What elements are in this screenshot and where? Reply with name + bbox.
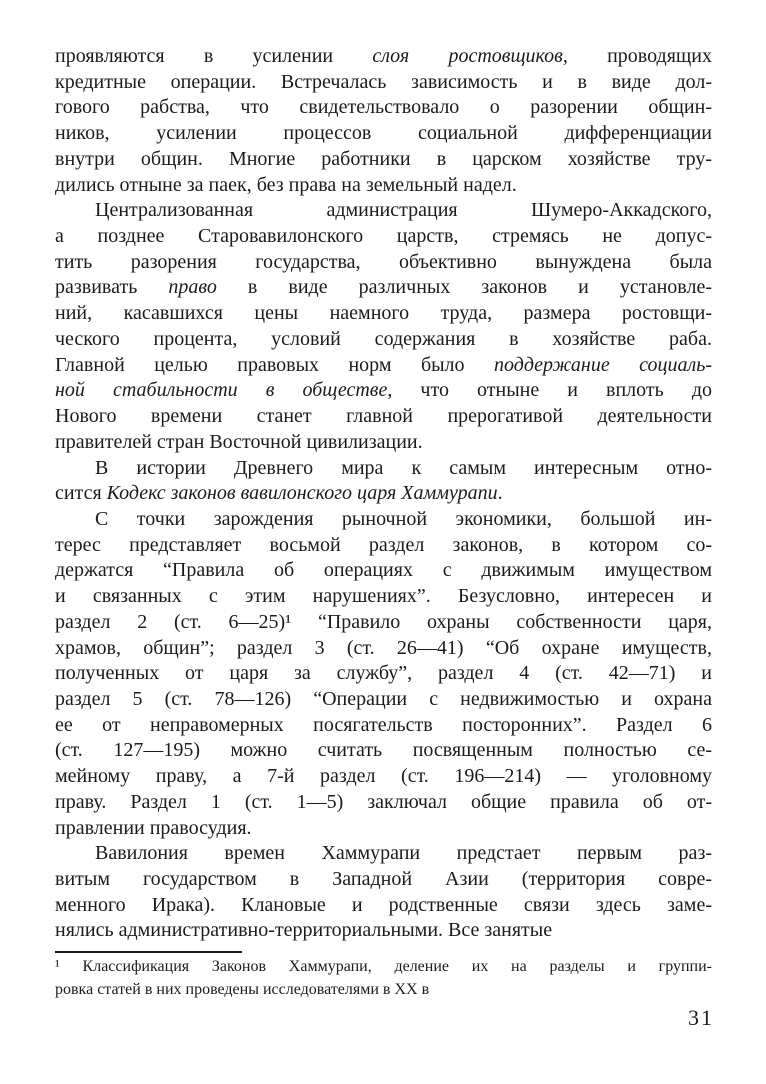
text-line: В истории Древнего мира к самым интересным отно- (95, 456, 712, 479)
footnote-rule (55, 951, 242, 953)
text-line: раздел 2 (ст. 6—25)¹ “Правило охраны собственности царя, (55, 610, 712, 633)
text-line: мейному праву, а 7-й раздел (ст. 196—214) — уголовному (55, 765, 712, 788)
text-line: внутри общин. Многие работники в царском хозяйстве тру- (55, 147, 712, 170)
text-line: менного Ирака). Клановые и родственные связи здесь заме- (55, 893, 712, 916)
footnote-line: ровка статей в них проведены исследователями в XX в (55, 980, 430, 998)
text-line: а позднее Старовавилонского царств, стремясь не допус- (55, 225, 712, 248)
text-line: С точки зарождения рыночной экономики, большой ин- (95, 507, 712, 530)
text-line: проявляются в усилении слоя ростовщиков, проводящих (55, 45, 712, 67)
text-line: развивать право в виде различных законов и установле- (55, 276, 712, 299)
text-line: сится Кодекс законов вавилонского царя Хаммурапи. (55, 482, 503, 505)
text-line: Централизованная администрация Шумеро-Аккадского, (95, 199, 712, 222)
text-line: раздел 5 (ст. 78—126) “Операции с недвижимостью и охрана (55, 687, 712, 710)
text-line: тить разорения государства, объективно вынуждена была (55, 250, 712, 273)
text-line: ной стабильности в обществе, что отныне и вплоть до (55, 379, 712, 402)
text-line: Нового времени станет главной прерогативой деятельности (55, 405, 712, 428)
text-line: кредитные операции. Встречалась зависимость и в виде дол- (55, 70, 712, 93)
text-line: (ст. 127—195) можно считать посвященным полностью се- (55, 739, 712, 762)
text-line: храмов, общин”; раздел 3 (ст. 26—41) “Об охране имуществ, (55, 636, 712, 659)
text-line: нялись административно-территориальными. Все занятые (55, 919, 553, 942)
text-line: терес представляет восьмой раздел законов, в котором со- (55, 533, 712, 556)
paragraph (55, 44, 712, 198)
text-line: держатся “Правила об операциях с движимым имуществом (55, 559, 712, 582)
body-text (55, 44, 712, 944)
text-line: Вавилония времен Хаммурапи предстает первым раз- (95, 842, 712, 865)
text-line: и связанных с этим нарушениях”. Безусловно, интересен и (55, 585, 712, 608)
text-line: Главной целью правовых норм было поддержание социаль- (55, 353, 712, 376)
paragraph (55, 456, 712, 507)
text-line: правлении правосудия. (55, 816, 252, 839)
paragraph (55, 198, 712, 455)
text-line: ее от неправомерных посягательств посторонних”. Раздел 6 (55, 713, 712, 736)
text-line: ников, усилении процессов социальной дифференциации (55, 122, 712, 145)
footnote (55, 956, 712, 1001)
text-line: гового рабства, что свидетельствовало о разорении общин- (55, 96, 712, 119)
text-line: витым государством в Западной Азии (территория совре- (55, 868, 712, 890)
footnote-line: ¹ Классификация Законов Хаммурапи, деление их на разделы и группи- (55, 958, 712, 975)
page-number: 31 (688, 1005, 714, 1030)
text-line: ний, касавшихся цены наемного труда, размера ростовщи- (55, 302, 712, 325)
text-line: ческого процента, условий содержания в хозяйстве раба. (55, 327, 712, 350)
paragraph (55, 841, 712, 944)
text-line: дились отныне за паек, без права на земельный надел. (55, 173, 517, 196)
paragraph (55, 507, 712, 841)
text-line: праву. Раздел 1 (ст. 1—5) заключал общие правила об от- (55, 790, 712, 813)
text-line: полученных от царя за службу”, раздел 4 (ст. 42—71) и (55, 662, 712, 685)
text-line: правителей стран Восточной цивилизации. (55, 430, 423, 453)
